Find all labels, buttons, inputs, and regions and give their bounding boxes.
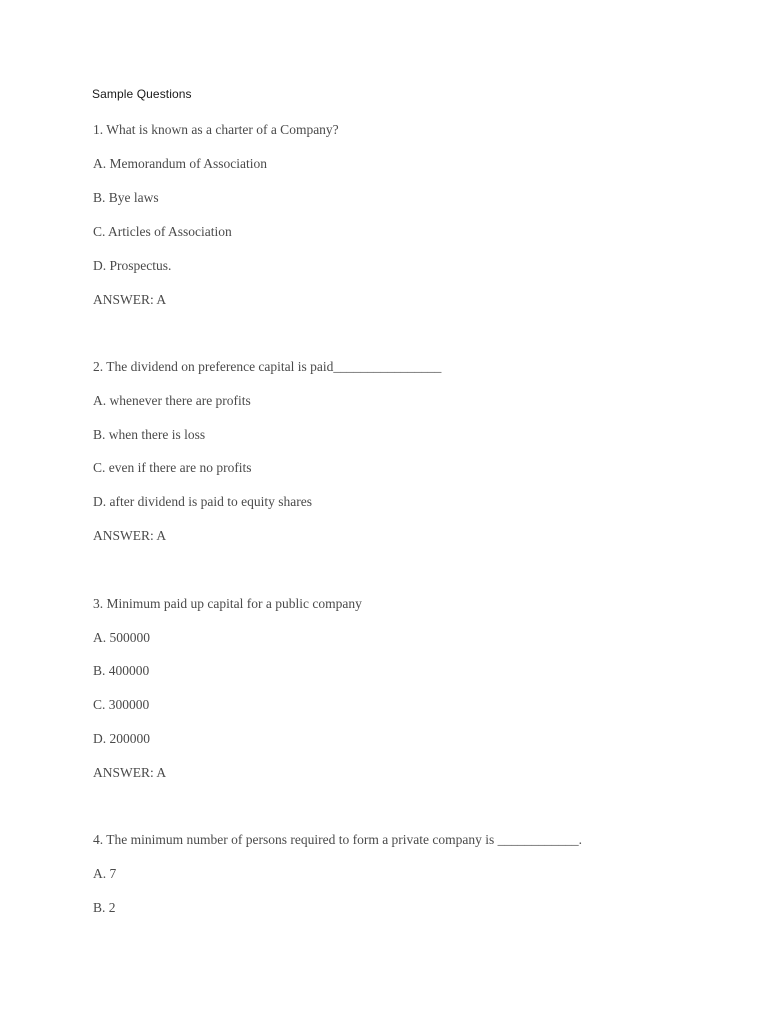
question-1-option-d: D. Prospectus. [93, 258, 172, 273]
question-4-option-a: A. 7 [93, 866, 117, 881]
question-2-option-a: A. whenever there are profits [93, 393, 251, 408]
question-1-text: 1. What is known as a charter of a Company? [93, 122, 339, 137]
question-3-option-c: C. 300000 [93, 697, 150, 712]
question-1-option-b: B. Bye laws [93, 190, 159, 205]
question-1-option-a: A. Memorandum of Association [93, 156, 267, 171]
question-3-answer: ANSWER: A [93, 765, 167, 780]
question-4-text: 4. The minimum number of persons required to form a private company is ____________. [93, 832, 583, 847]
question-2-answer: ANSWER: A [93, 528, 167, 543]
page-title: Sample Questions [92, 87, 192, 101]
question-3-option-d: D. 200000 [93, 731, 150, 746]
question-1-option-c: C. Articles of Association [93, 224, 232, 239]
question-2-option-b: B. when there is loss [93, 427, 206, 442]
question-4-option-b: B. 2 [93, 900, 116, 915]
question-3-option-b: B. 400000 [93, 663, 150, 678]
question-3-option-a: A. 500000 [93, 630, 150, 645]
question-3-text: 3. Minimum paid up capital for a public company [93, 596, 362, 611]
question-2-text: 2. The dividend on preference capital is paid________________ [93, 359, 442, 374]
question-1-answer: ANSWER: A [93, 292, 167, 307]
question-2-option-d: D. after dividend is paid to equity shares [93, 494, 312, 509]
question-2-option-c: C. even if there are no profits [93, 460, 252, 475]
